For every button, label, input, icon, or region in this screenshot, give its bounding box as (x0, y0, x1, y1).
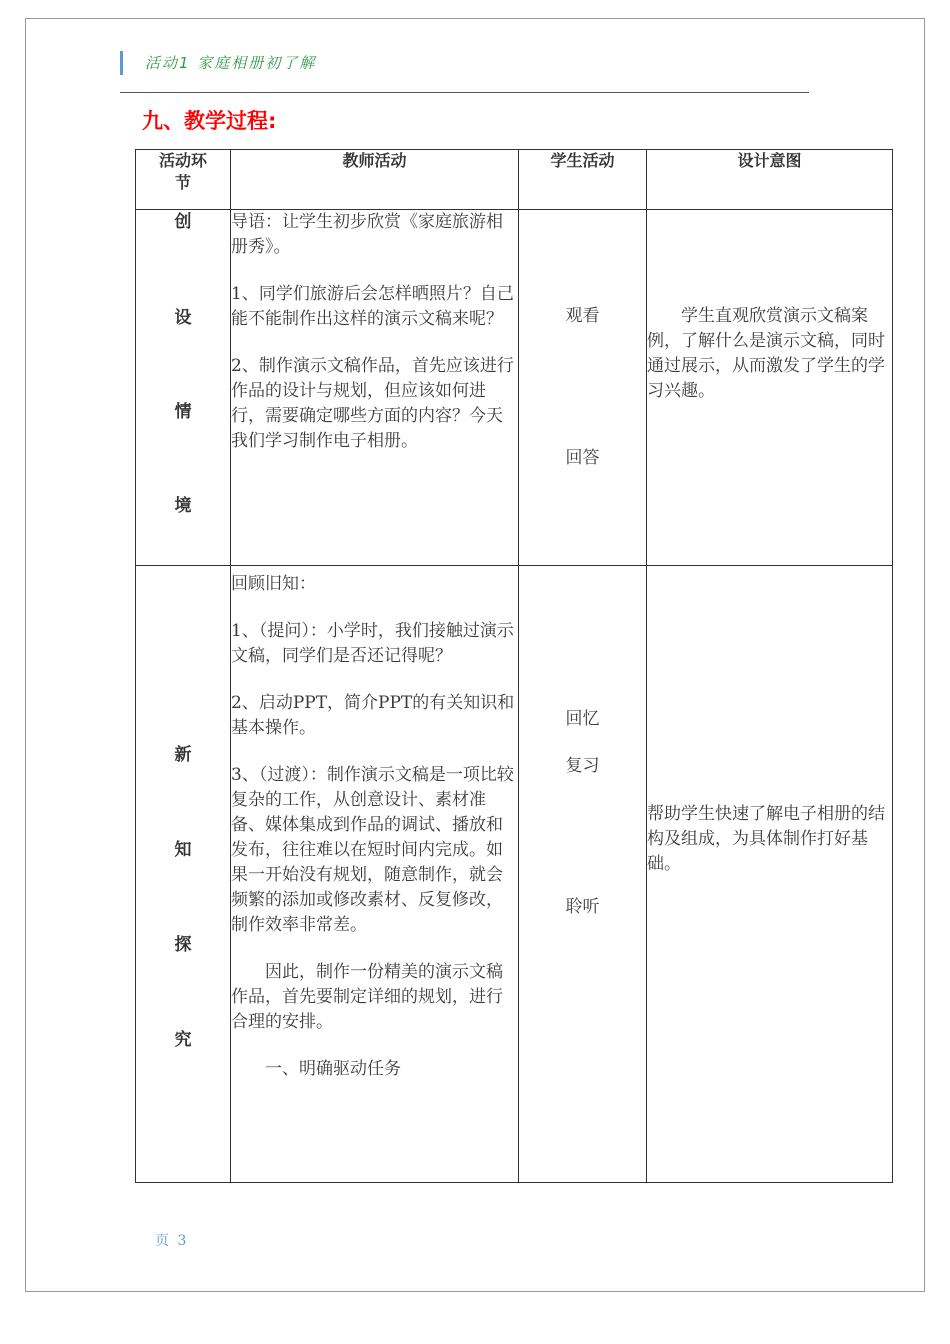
teacher-paragraph: 一、明确驱动任务 (265, 1059, 401, 1079)
student-activity: 回答 (565, 448, 600, 468)
design-intent-cell (647, 566, 893, 1183)
stage-char: 新 (174, 745, 192, 765)
teacher-activity-cell (231, 566, 519, 1183)
table-row (136, 210, 893, 566)
header-intent: 设计意图 (647, 150, 893, 210)
student-activity: 回忆 (565, 709, 600, 729)
design-intent-text: 帮助学生快速了解电子相册的结构及组成，为具体制作打好基础。 (647, 804, 885, 874)
teacher-paragraph: 3、（过渡）：制作演示文稿是一项比较复杂的工作，从创意设计、素材准备、媒体集成到作品的调试、播放和发布，往往难以在短时间内完成。如果一开始没有规划，随意制作，就会频繁的添加或修改素材、反复修改，制作效率非常差。 (231, 765, 514, 935)
header-stage (136, 150, 231, 210)
student-activity: 观看 (565, 306, 600, 326)
page-number: 页 3 (155, 1233, 189, 1249)
stage-cell (136, 210, 231, 566)
lesson-process-table (135, 149, 893, 1183)
teacher-paragraph: 2、启动PPT，简介PPT的有关知识和基本操作。 (231, 693, 515, 738)
teacher-paragraph: 导语：让学生初步欣赏《家庭旅游相册秀》。 (231, 212, 503, 257)
running-header: 活动1 家庭相册初了解 (145, 54, 317, 72)
teacher-paragraph: 2、制作演示文稿作品，首先应该进行作品的设计与规划，但应该如何进行，需要确定哪些方面的内容？今天我们学习制作电子相册。 (231, 356, 514, 451)
header-student: 学生活动 (519, 150, 647, 210)
stage-char: 境 (174, 496, 192, 516)
design-intent-text: 学生直观欣赏演示文稿案例，了解什么是演示文稿，同时通过展示，从而激发了学生的学习兴趣。 (647, 306, 885, 401)
stage-char: 创 (174, 212, 192, 232)
student-activity-cell (519, 210, 647, 566)
teacher-paragraph: 回顾旧知： (231, 574, 316, 594)
teacher-activity-cell (231, 210, 519, 566)
stage-char: 情 (174, 402, 192, 422)
teacher-paragraph: 1、（提问）：小学时，我们接触过演示文稿，同学们是否还记得呢？ (231, 621, 514, 666)
table-row (136, 566, 893, 1183)
stage-char: 究 (174, 1030, 192, 1050)
table-header-row (136, 150, 893, 210)
stage-char: 探 (174, 935, 192, 955)
teacher-paragraph: 因此，制作一份精美的演示文稿作品，首先要制定详细的规划，进行合理的安排。 (231, 962, 503, 1032)
design-intent-cell (647, 210, 893, 566)
teacher-paragraph: 1、同学们旅游后会怎样晒照片？自己能不能制作出这样的演示文稿来呢？ (231, 284, 514, 329)
header-teacher: 教师活动 (231, 150, 519, 210)
stage-cell (136, 566, 231, 1183)
student-activity-cell (519, 566, 647, 1183)
student-activity: 聆听 (565, 897, 600, 917)
student-activity: 复习 (565, 756, 600, 776)
section-title: 九、教学过程: (142, 109, 277, 133)
header-rule (120, 92, 809, 93)
header-stage-label: 活动环节 (158, 151, 207, 192)
stage-char: 知 (174, 840, 192, 860)
header-accent-bar (120, 51, 123, 75)
stage-char: 设 (174, 308, 192, 328)
